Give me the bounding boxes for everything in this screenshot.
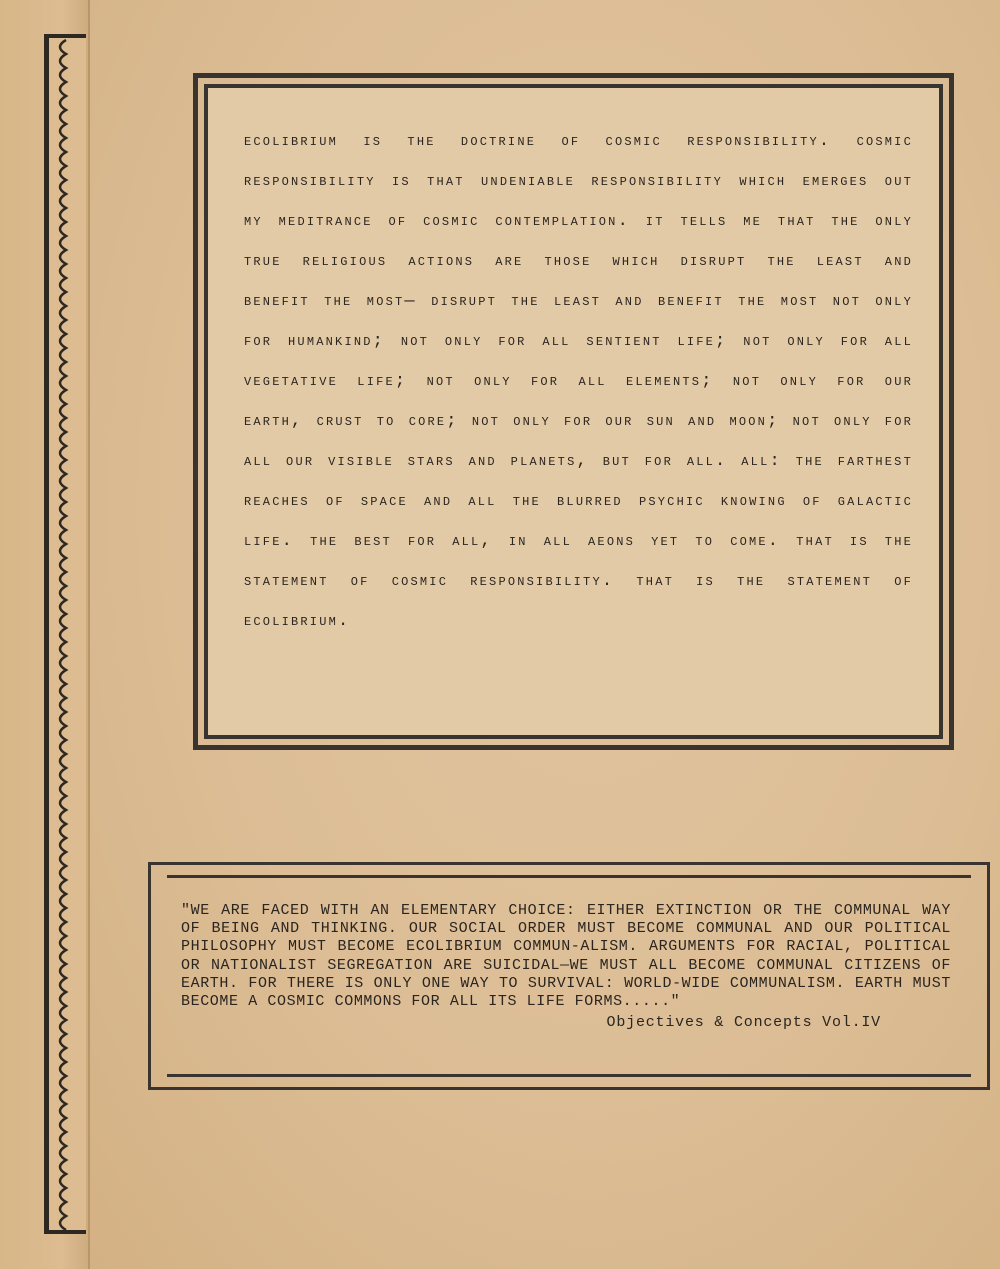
- doctrine-frame-inner: [204, 84, 943, 739]
- underlying-page-edge: [0, 0, 90, 1269]
- quote-frame: [148, 862, 990, 1090]
- quote-text: "WE ARE FACED WITH AN ELEMENTARY CHOICE: EITHER EXTINCTION OR THE COMMUNAL WAY OF BEING AND THINKING. OUR SOCIAL ORDER MUST BECOME COMMUNAL AND OUR POLITICAL PHILOSOPHY MUST BECOME ECOLIBRIUM COMMUN-ALISM. ARGUMENTS FOR RACIAL, POLITICAL OR NATIONALIST SEGREGATION ARE SUICIDAL—WE MUST ALL BECOME COMMUNAL CITIZENS OF EARTH. FOR THERE IS ONLY ONE WAY TO SURVIVAL: WORLD-WIDE COMMUNALISM. EARTH MUST BECOME A COSMIC COMMONS FOR ALL ITS LIFE FORMS.....": [181, 902, 951, 1011]
- scalloped-border-graphic: [44, 34, 86, 1234]
- doctrine-statement: ecolibrium is the doctrine of cosmic responsibility. cosmic responsibility is that undeniable responsibility which emerges out my meditrance of cosmic contemplation. it tells me that the only true religious actions are those which disrupt the least and benefit the most— disrupt the least and benefit the most not only for humankind; not only for all sentient life; not only for all vegetative life; not only for all elements; not only for our earth, crust to core; not only for our sun and moon; not only for all our visible stars and planets, but for all. all: the farthest reaches of space and all the blurred psychic knowing of galactic life. the best for all, in all aeons yet to come. that is the statement of cosmic responsibility. that is the statement of ecolibrium.: [244, 132, 913, 631]
- doctrine-frame: [193, 73, 954, 750]
- quote-source: Objectives & Concepts Vol.IV: [606, 1014, 881, 1032]
- quote-frame-inner: [167, 875, 971, 1077]
- scalloped-border-strip: [44, 34, 86, 1234]
